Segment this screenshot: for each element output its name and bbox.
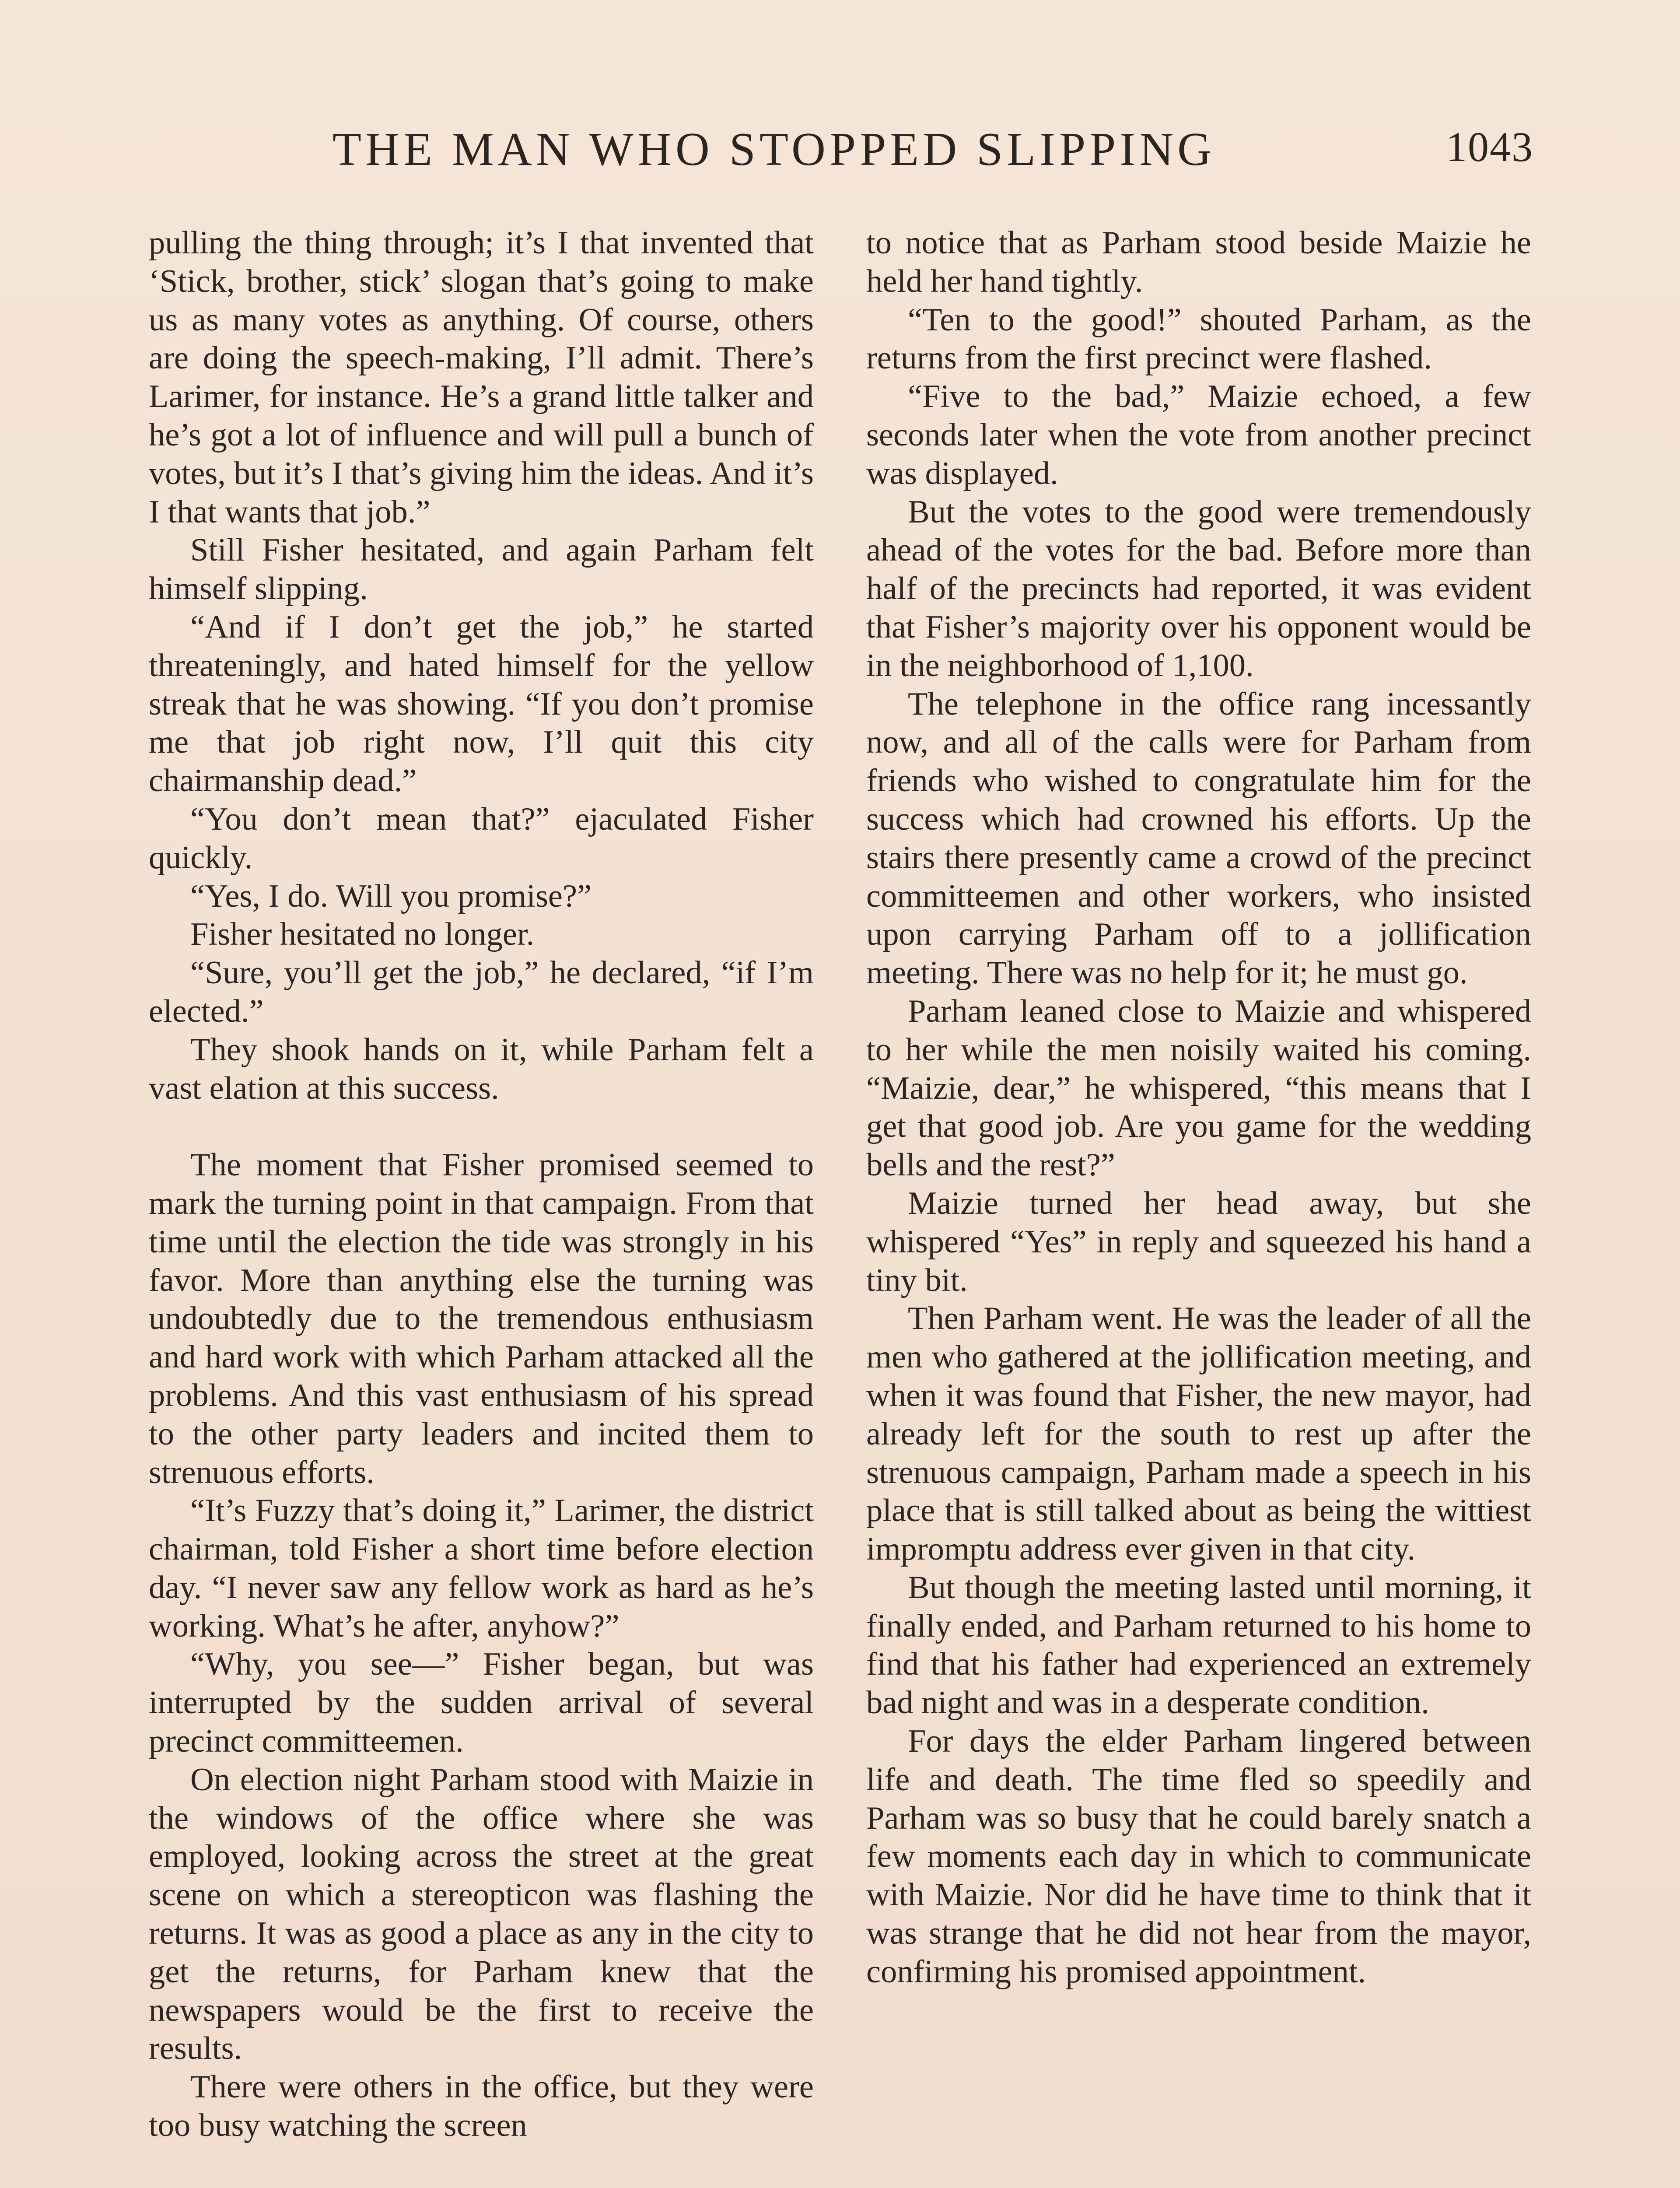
paragraph: Then Parham went. He was the leader of all the men who gathered at the jollification meeting, and when it was found that Fisher, the new mayor, had already left for the south to rest up after the strenuous campaign, Parham made a speech in his place that is still talked about as being the wittiest impromptu address ever given in that city. [866, 1301, 1531, 1567]
paragraph: For days the elder Parham lingered between life and death. The time fled so speedily and Parham was so busy that he could barely snatch a few moments each day in which to communicate with Maizie. Nor did he have time to think that it was strange that he did not hear from the mayor, confirming his promised appointment. [866, 1723, 1531, 1990]
paragraph: pulling the thing through; it’s I that invented that ‘Stick, brother, stick’ slogan that’s going to make us as many votes as anything. Of course, others are doing the speech-making, I’ll admit. There’s Larimer, for instance. He’s a grand little talker and he’s got a lot of influence and will pull a bunch of votes, but it’s I that’s giving him the ideas. And it’s I that wants that job.” [149, 225, 814, 530]
paragraph: “Yes, I do. Will you promise?” [190, 878, 592, 914]
paragraph: “And if I don’t get the job,” he started threateningly, and hated himself for the yellow streak that he was showing. “If you don’t promise me that job right now, I’ll quit this city chairmanship dead.” [149, 609, 814, 799]
paragraph: “Five to the bad,” Maizie echoed, a few seconds later when the vote from another precinct was displayed. [866, 379, 1531, 491]
paragraph: to notice that as Parham stood beside Maizie he held her hand tightly. [866, 225, 1531, 299]
paragraph: Maizie turned her head away, but she whispered “Yes” in reply and squeezed his hand a tiny bit. [866, 1185, 1531, 1298]
paragraph: “You don’t mean that?” ejaculated Fisher quickly. [149, 801, 814, 876]
running-header [0, 123, 1680, 188]
paragraph: They shook hands on it, while Parham felt a vast elation at this success. [149, 1031, 814, 1106]
paragraph: But though the meeting lasted until morning, it finally ended, and Parham returned to his home to find that his father had experienced an extremely bad night and was in a desperate condition. [866, 1569, 1531, 1721]
paragraph: “Why, you see—” Fisher began, but was interrupted by the sudden arrival of several precinct committeemen. [149, 1646, 814, 1760]
paragraph: “Sure, you’ll get the job,” he declared, “if I’m elected.” [149, 955, 814, 1029]
paragraph: The telephone in the office rang incessantly now, and all of the calls were for Parham from friends who wished to congratulate him for the success which had crowned his efforts. Up the stairs there presently came a crowd of the precinct committeemen and other workers, who insisted upon carrying Parham off to a jollification meeting. There was no help for it; he must go. [866, 686, 1531, 991]
paragraph: There were others in the office, but they were too busy watching the screen [149, 2069, 814, 2144]
right-text-column [866, 224, 1531, 1992]
left-text-column [149, 224, 814, 2145]
paragraph: The moment that Fisher promised seemed to mark the turning point in that campaign. From that time until the election the tide was strongly in his favor. More than anything else the turning was undoubtedly due to the tremendous enthusiasm and hard work with which Parham attacked all the problems. And this vast enthusiasm of his spread to the other party leaders and incited them to strenuous efforts. [149, 1147, 814, 1490]
paragraph: Fisher hesitated no longer. [190, 916, 535, 953]
page-number: 1043 [1446, 123, 1533, 170]
paragraph: But the votes to the good were tremendously ahead of the votes for the bad. Before more than half of the precincts had reported, it was evident that Fisher’s majority over his opponent would be in the neighborhood of 1,100. [866, 494, 1531, 684]
paragraph: Parham leaned close to Maizie and whispered to her while the men noisily waited his coming. “Maizie, dear,” he whispered, “this means that I get that good job. Are you game for the wedding bells and the rest?” [866, 993, 1531, 1183]
paragraph: Still Fisher hesitated, and again Parham felt himself slipping. [149, 532, 814, 607]
paragraph: On election night Parham stood with Maizie in the windows of the office where she was employed, looking across the street at the great scene on which a stereopticon was flashing the returns. It was as good a place as any in the city to get the returns, for Parham knew that the newspapers would be the first to receive the results. [149, 1761, 814, 2067]
paragraph: “It’s Fuzzy that’s doing it,” Larimer, the district chairman, told Fisher a short time before election day. “I never saw any fellow work as hard as he’s working. What’s he after, anyhow?” [149, 1493, 814, 1644]
running-title: THE MAN WHO STOPPED SLIPPING [332, 123, 1216, 175]
paragraph: “Ten to the good!” shouted Parham, as the returns from the first precinct were flashed. [866, 302, 1531, 376]
